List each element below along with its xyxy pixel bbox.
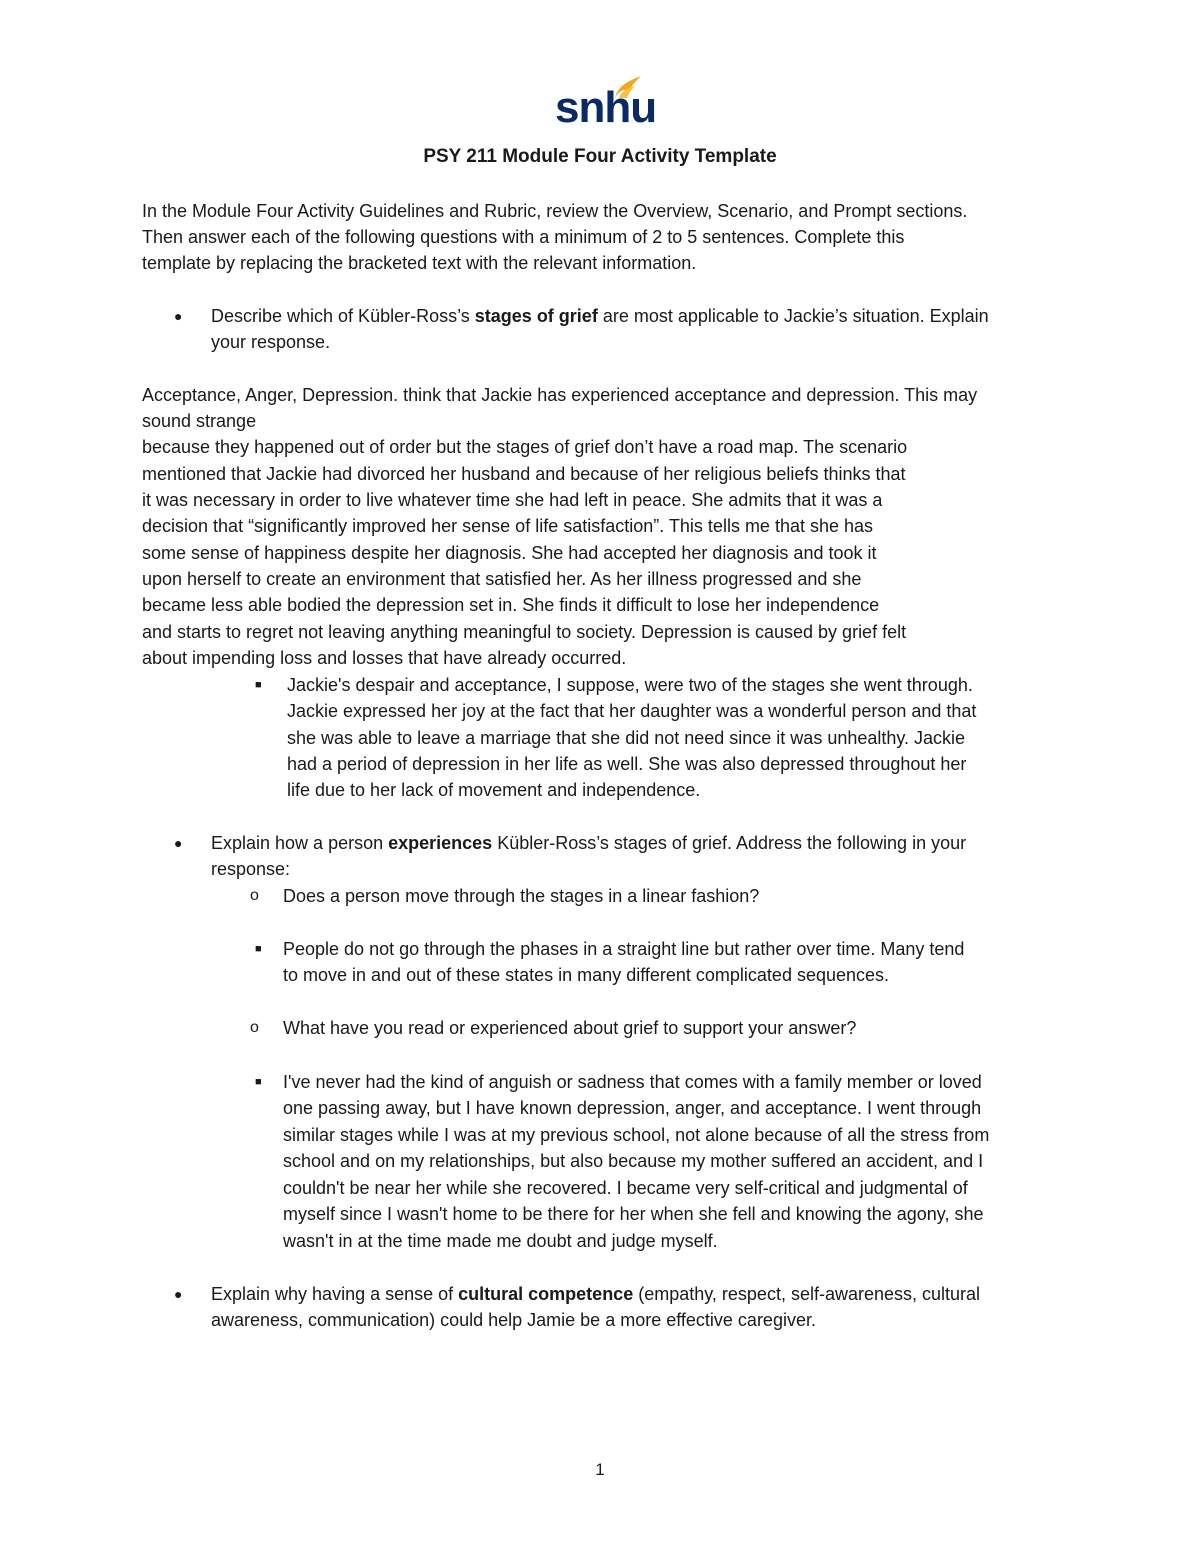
answer-line: sound strange	[142, 411, 257, 431]
bullet-icon: ●	[174, 835, 183, 851]
answer-line: decision that “significantly improved her sense of life satisfaction”. This tells me that she has	[142, 516, 874, 536]
answer-line: because they happened out of order but the stages of grief don’t have a road map. The scenario	[142, 437, 908, 457]
question-2: Explain how a person experiences Kübler-Ross’s stages of grief. Address the following in your	[211, 833, 967, 853]
question-2-line-2: response:	[211, 859, 291, 879]
answer-line: upon herself to create an environment that satisfied her. As her illness progressed and she	[142, 569, 862, 589]
answer-line: it was necessary in order to live whatever time she had left in peace. She admits that it was a	[142, 490, 883, 510]
square-bullet-icon: ■	[255, 679, 262, 691]
answer-sub-line: Jackie expressed her joy at the fact that her daughter was a wonderful person and that	[287, 701, 977, 721]
answer-line: Acceptance, Anger, Depression. think that Jackie has experienced acceptance and depression. This may	[142, 385, 978, 405]
answer-2b-line: similar stages while I was at my previous school, not alone because of all the stress from	[283, 1125, 990, 1145]
question-3: Explain why having a sense of cultural competence (empathy, respect, self-awareness, cultural	[211, 1284, 981, 1304]
answer-2b-line: school and on my relationships, but also because my mother suffered an accident, and I	[283, 1151, 984, 1171]
intro-line: template by replacing the bracketed text with the relevant information.	[142, 253, 697, 273]
answer-2a-line: to move in and out of these states in many different complicated sequences.	[283, 965, 890, 985]
answer-line: some sense of happiness despite her diagnosis. She had accepted her diagnosis and took it	[142, 543, 877, 563]
bullet-icon: ●	[174, 1286, 183, 1302]
page-title: PSY 211 Module Four Activity Template	[423, 146, 777, 167]
snhu-logo	[555, 74, 657, 132]
answer-2a-line: People do not go through the phases in a straight line but rather over time. Many tend	[283, 939, 965, 959]
answer-2b-line: myself since I wasn't home to be there for her when she fell and knowing the agony, she	[283, 1204, 984, 1224]
answer-2b-line: I've never had the kind of anguish or sadness that comes with a family member or loved	[283, 1072, 982, 1092]
answer-2b-line: couldn't be near her while she recovered. I became very self-critical and judgmental of	[283, 1178, 968, 1198]
square-bullet-icon: ■	[255, 943, 262, 955]
question-2a: Does a person move through the stages in a linear fashion?	[283, 886, 760, 906]
question-1: Describe which of Kübler-Ross’s stages of grief are most applicable to Jackie’s situation. Explain	[211, 306, 989, 326]
circle-bullet-icon: o	[250, 1019, 259, 1036]
bullet-icon: ●	[174, 308, 183, 324]
logo-text: snhu	[555, 83, 657, 132]
answer-sub-line: she was able to leave a marriage that she did not need since it was unhealthy. Jackie	[287, 728, 966, 748]
circle-bullet-icon: o	[250, 887, 259, 904]
square-bullet-icon: ■	[255, 1076, 262, 1088]
intro-line: In the Module Four Activity Guidelines and Rubric, review the Overview, Scenario, and Prompt sections.	[142, 201, 968, 221]
answer-line: about impending loss and losses that have already occurred.	[142, 648, 627, 668]
answer-2b-line: one passing away, but I have known depression, anger, and acceptance. I went through	[283, 1098, 982, 1118]
answer-2b-line: wasn't in at the time made me doubt and judge myself.	[283, 1231, 718, 1251]
answer-sub-line: life due to her lack of movement and independence.	[287, 780, 701, 800]
question-1-line-2: your response.	[211, 332, 331, 352]
answer-sub-line: had a period of depression in her life as well. She was also depressed throughout her	[287, 754, 967, 774]
intro-line: Then answer each of the following questions with a minimum of 2 to 5 sentences. Complete this	[142, 227, 905, 247]
answer-line: and starts to regret not leaving anything meaningful to society. Depression is caused by grief felt	[142, 622, 907, 642]
page-number: 1	[595, 1460, 605, 1479]
answer-line: became less able bodied the depression set in. She finds it difficult to lose her independence	[142, 595, 880, 615]
question-3-line-2: awareness, communication) could help Jamie be a more effective caregiver.	[211, 1310, 816, 1330]
answer-sub-line: Jackie's despair and acceptance, I suppose, were two of the stages she went through.	[287, 675, 973, 695]
answer-line: mentioned that Jackie had divorced her husband and because of her religious beliefs thinks that	[142, 464, 906, 484]
question-2b: What have you read or experienced about grief to support your answer?	[283, 1018, 857, 1038]
